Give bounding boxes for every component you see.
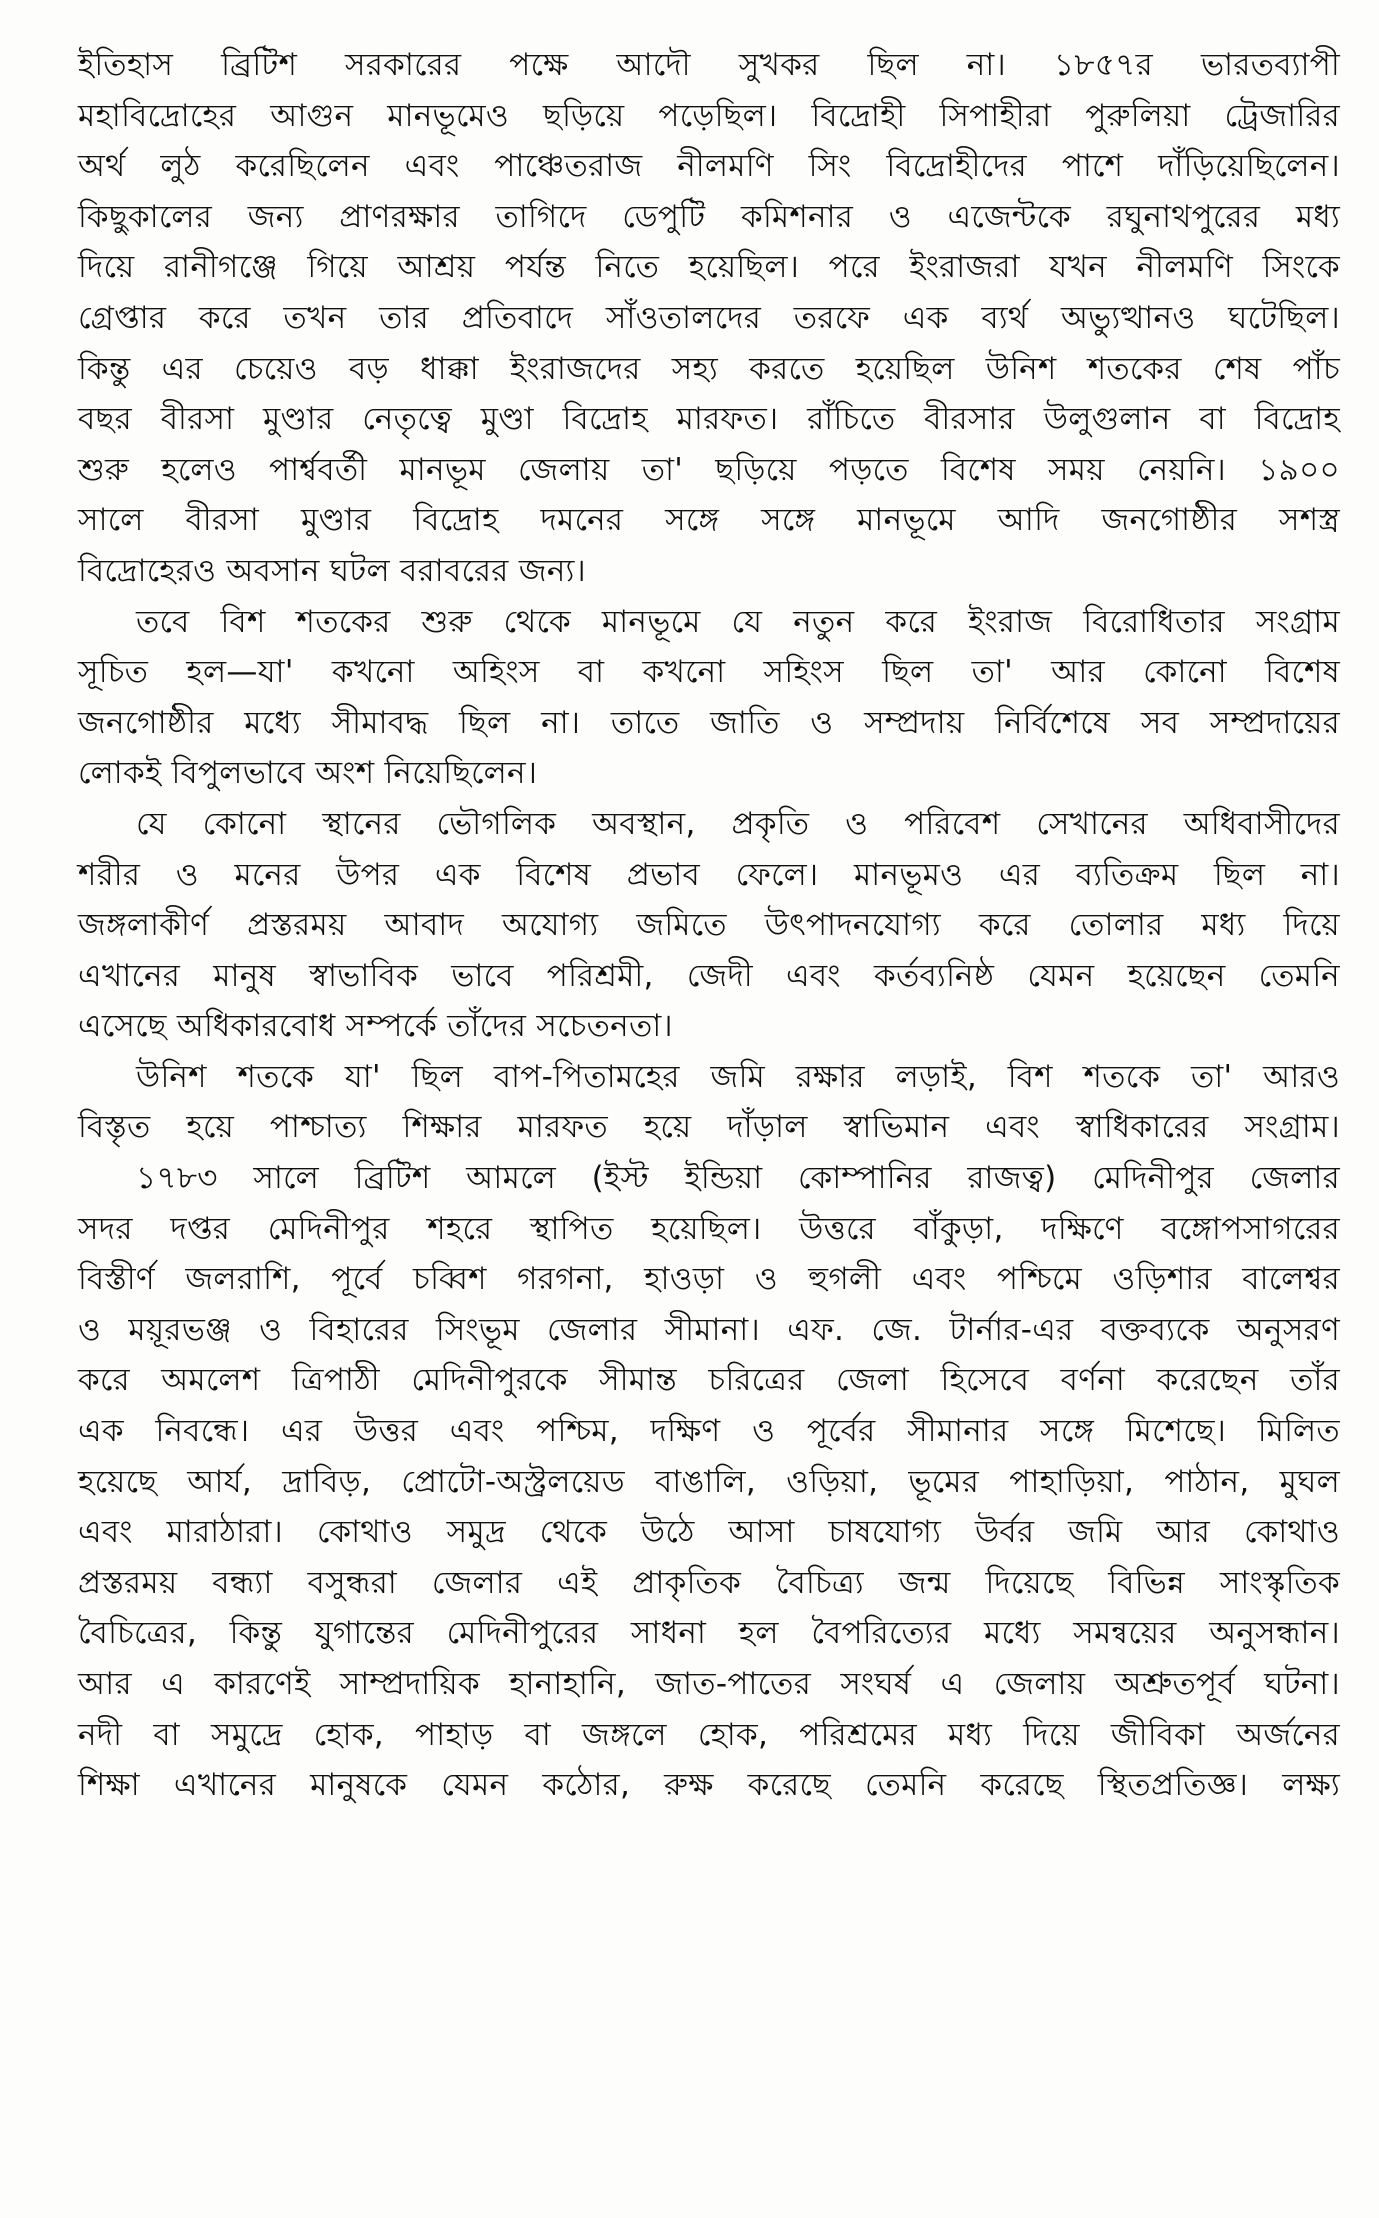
text-line: এখানের মানুষ স্বাভাবিক ভাবে পরিশ্রমী, জেদী এবং কর্তব্যনিষ্ঠ যেমন হয়েছেন তেমনি: [78, 957, 1340, 994]
text-line: দিয়ে রানীগঞ্জে গিয়ে আশ্রয় পর্যন্ত নিতে হয়েছিল। পরে ইংরাজরা যখন নীলমণি সিংকে: [78, 249, 1340, 286]
text-line: সালে বীরসা মুণ্ডার বিদ্রোহ দমনের সঙ্গে সঙ্গে মানভূমে আদি জনগোষ্ঠীর সশস্ত্র: [78, 502, 1340, 539]
text-line: জনগোষ্ঠীর মধ্যে সীমাবদ্ধ ছিল না। তাতে জাতি ও সম্প্রদায় নির্বিশেষে সব সম্প্রদায়ের: [78, 704, 1340, 741]
text-line: ও ময়ূরভঞ্জ ও বিহারের সিংভূম জেলার সীমানা। এফ. জে. টার্নার-এর বক্তব্যকে অনুসরণ: [78, 1311, 1340, 1348]
text-line: তবে বিশ শতকের শুরু থেকে মানভূমে যে নতুন করে ইংরাজ বিরোধিতার সংগ্রাম: [136, 603, 1340, 640]
paragraph-3: [78, 799, 1340, 1052]
paragraph-1: [78, 40, 1340, 597]
text-line: করে অমলেশ ত্রিপাঠী মেদিনীপুরকে সীমান্ত চরিত্রের জেলা হিসেবে বর্ণনা করেছেন তাঁর: [78, 1362, 1340, 1399]
paragraph-4: [78, 1052, 1340, 1153]
text-line: এক নিবন্ধে। এর উত্তর এবং পশ্চিম, দক্ষিণ ও পূর্বের সীমানার সঙ্গে মিশেছে। মিলিত: [78, 1413, 1340, 1450]
text-line: কিন্তু এর চেয়েও বড় ধাক্কা ইংরাজদের সহ্য করতে হয়েছিল উনিশ শতকের শেষ পাঁচ: [78, 350, 1340, 387]
text-line: ১৭৮৩ সালে ব্রিটিশ আমলে (ইস্ট ইন্ডিয়া কোম্পানির রাজত্ব) মেদিনীপুর জেলার: [136, 1160, 1340, 1197]
text-line: এসেছে অধিকারবোধ সম্পর্কে তাঁদের সচেতনতা।: [78, 1008, 673, 1045]
body-text: [78, 40, 1340, 1811]
paragraph-2: [78, 597, 1340, 799]
text-line: বিস্তীর্ণ জলরাশি, পূর্বে চব্বিশ গরগনা, হাওড়া ও হুগলী এবং পশ্চিমে ওড়িশার বালেশ্বর: [78, 1261, 1340, 1298]
text-line: মহাবিদ্রোহের আগুন মানভূমেও ছড়িয়ে পড়েছিল। বিদ্রোহী সিপাহীরা পুরুলিয়া ট্রেজারির: [78, 97, 1340, 134]
text-line: শুরু হলেও পার্শ্ববর্তী মানভূম জেলায় তা' ছড়িয়ে পড়তে বিশেষ সময় নেয়নি। ১৯০০: [78, 451, 1340, 488]
text-line: গ্রেপ্তার করে তখন তার প্রতিবাদে সাঁওতালদের তরফে এক ব্যর্থ অভ্যুত্থানও ঘটেছিল।: [78, 299, 1340, 336]
text-line: লোকই বিপুলভাবে অংশ নিয়েছিলেন।: [78, 755, 538, 792]
text-line: প্রস্তরময় বন্ধ্যা বসুন্ধরা জেলার এই প্রাকৃতিক বৈচিত্র্য জন্ম দিয়েছে বিভিন্ন সাংস্কৃতিক: [78, 1564, 1340, 1601]
text-line: সূচিত হল—যা' কখনো অহিংস বা কখনো সহিংস ছিল তা' আর কোনো বিশেষ: [78, 654, 1340, 691]
text-line: নদী বা সমুদ্রে হোক, পাহাড় বা জঙ্গলে হোক, পরিশ্রমের মধ্য দিয়ে জীবিকা অর্জনের: [78, 1716, 1340, 1753]
text-line: সদর দপ্তর মেদিনীপুর শহরে স্থাপিত হয়েছিল। উত্তরে বাঁকুড়া, দক্ষিণে বঙ্গোপসাগরের: [78, 1210, 1340, 1247]
text-line: বৈচিত্রের, কিন্তু যুগান্তের মেদিনীপুরের সাধনা হল বৈপরিত্যের মধ্যে সমন্বয়ের অনুসন্ধান।: [78, 1615, 1340, 1652]
text-line: শরীর ও মনের উপর এক বিশেষ প্রভাব ফেলে। মানভূমও এর ব্যতিক্রম ছিল না।: [78, 856, 1340, 893]
text-line: বিস্তৃত হয়ে পাশ্চাত্য শিক্ষার মারফত হয়ে দাঁড়াল স্বাভিমান এবং স্বাধিকারের সংগ্রাম।: [78, 1109, 1340, 1146]
text-line: যে কোনো স্থানের ভৌগলিক অবস্থান, প্রকৃতি ও পরিবেশ সেখানের অধিবাসীদের: [136, 805, 1340, 842]
text-line: ইতিহাস ব্রিটিশ সরকারের পক্ষে আদৌ সুখকর ছিল না। ১৮৫৭র ভারতব্যাপী: [78, 47, 1340, 83]
text-line: উনিশ শতকে যা' ছিল বাপ-পিতামহের জমি রক্ষার লড়াই, বিশ শতকে তা' আরও: [136, 1058, 1340, 1095]
text-line: কিছুকালের জন্য প্রাণরক্ষার তাগিদে ডেপুটি কমিশনার ও এজেন্টকে রঘুনাথপুরের মধ্য: [78, 198, 1340, 235]
paragraph-5: [78, 1153, 1340, 1811]
text-line: শিক্ষা এখানের মানুষকে যেমন কঠোর, রুক্ষ করেছে তেমনি করেছে স্থিতপ্রতিজ্ঞ। লক্ষ্য: [78, 1767, 1340, 1804]
text-line: বছর বীরসা মুণ্ডার নেতৃত্বে মুণ্ডা বিদ্রোহ মারফত। রাঁচিতে বীরসার উলুগুলান বা বিদ্রোহ: [78, 401, 1340, 438]
text-line: আর এ কারণেই সাম্প্রদায়িক হানাহানি, জাত-পাতের সংঘর্ষ এ জেলায় অশ্রুতপূর্ব ঘটনা।: [78, 1666, 1340, 1702]
text-line: এবং মারাঠারা। কোথাও সমুদ্র থেকে উঠে আসা চাষযোগ্য উর্বর জমি আর কোথাও: [78, 1514, 1340, 1551]
text-line: বিদ্রোহেরও অবসান ঘটল বরাবরের জন্য।: [78, 552, 587, 589]
text-line: হয়েছে আর্য, দ্রাবিড়, প্রোটো-অস্ট্রলয়েড বাঙালি, ওড়িয়া, ভূমের পাহাড়িয়া, পাঠান, মুঘল: [78, 1463, 1340, 1500]
text-line: জঙ্গলাকীর্ণ প্রস্তরময় আবাদ অযোগ্য জমিতে উৎপাদনযোগ্য করে তোলার মধ্য দিয়ে: [78, 907, 1340, 944]
text-line: অর্থ লুঠ করেছিলেন এবং পাঞ্চেতরাজ নীলমণি সিং বিদ্রোহীদের পাশে দাঁড়িয়েছিলেন।: [78, 148, 1340, 185]
